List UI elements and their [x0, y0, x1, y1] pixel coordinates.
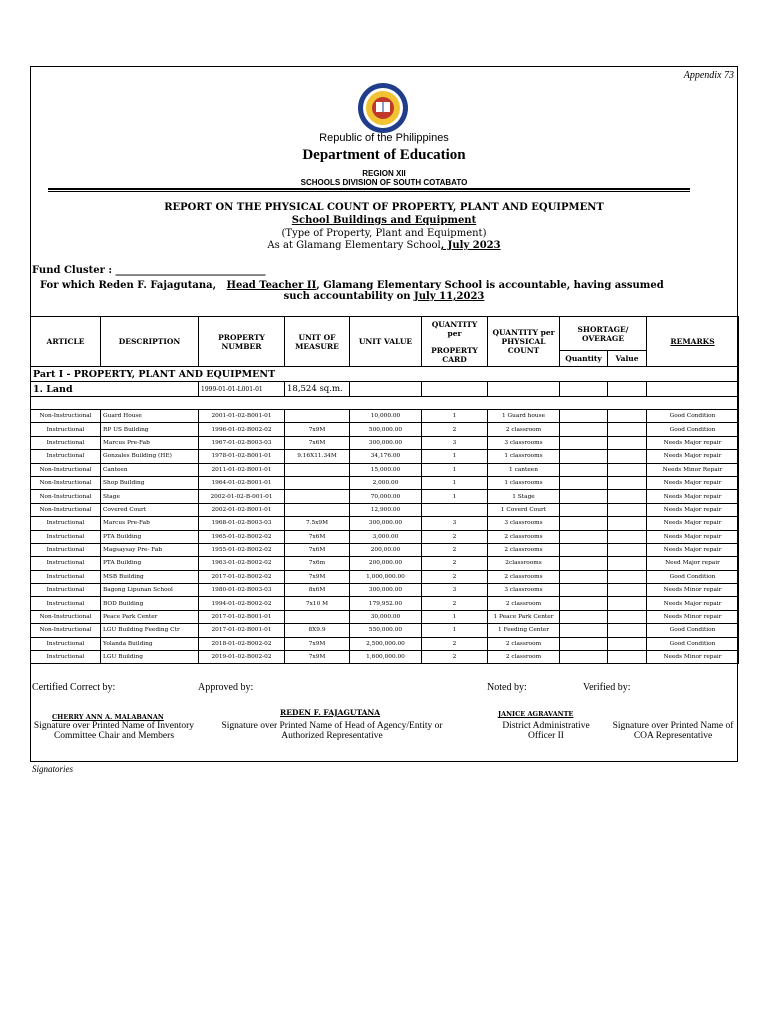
appendix-label: Appendix 73 — [683, 70, 734, 81]
cell-short-qty — [560, 543, 608, 556]
cell-qty-card: 3 — [422, 517, 488, 530]
cell-remarks: Needs Major repair — [647, 450, 739, 463]
cell-short-qty — [560, 624, 608, 637]
cell-qty-card: 2 — [422, 543, 488, 556]
cell-property-number: 2001-01-02-B001-01 — [199, 410, 285, 423]
cell-qty-count: 1 Feeding Center — [488, 624, 560, 637]
cell-uom: 7x9M — [285, 637, 350, 650]
cell-uom: 7.5x9M — [285, 517, 350, 530]
cell-remarks: Needs Major repair — [647, 490, 739, 503]
cell-qty-card: 2 — [422, 637, 488, 650]
verified-label: Verified by: — [583, 682, 631, 693]
cell-unit-value: 200,000.00 — [350, 557, 422, 570]
cell-remarks: Good Condition — [647, 637, 739, 650]
cell-qty-card: 1 — [422, 476, 488, 489]
header-qty-card-2: PROPERTY CARD — [431, 345, 478, 364]
cell-remarks: Needs Major repair — [647, 476, 739, 489]
cell-article: Instructional — [31, 637, 101, 650]
cell-remarks: Needs Minor repair — [647, 610, 739, 623]
cell-remarks: Good Condition — [647, 423, 739, 436]
cell-remarks: Good Condition — [647, 624, 739, 637]
cell-article: Non-Instructional — [31, 503, 101, 516]
table-row — [31, 570, 739, 583]
cell-uom: 7x10 M — [285, 597, 350, 610]
cell-short-val — [608, 597, 647, 610]
region-label: REGION XII — [362, 169, 406, 178]
cell-uom: 8x6M — [285, 584, 350, 597]
table-row — [31, 410, 739, 423]
cell-qty-card: 3 — [422, 436, 488, 449]
fund-cluster: Fund Cluster : ______________________________ — [32, 265, 266, 276]
table-row — [31, 651, 739, 664]
cell-qty-card: 1 — [422, 490, 488, 503]
cell-unit-value: 550,000.00 — [350, 624, 422, 637]
cell-property-number: 2011-01-02-B001-01 — [199, 463, 285, 476]
cell-short-val — [608, 410, 647, 423]
cell-article: Instructional — [31, 584, 101, 597]
cell-short-val — [608, 637, 647, 650]
cell-qty-count: 2 classrooms — [488, 570, 560, 583]
cell-short-qty — [560, 423, 608, 436]
cell-article: Instructional — [31, 597, 101, 610]
cell-qty-card: 1 — [422, 610, 488, 623]
cell-uom — [285, 503, 350, 516]
cell-description: Marcus Pre-Fab — [101, 436, 199, 449]
cell-remarks: Good Condition — [647, 570, 739, 583]
header-article: ARTICLE — [31, 317, 101, 367]
cell-remarks: Needs Major repair — [647, 530, 739, 543]
table-row — [31, 517, 739, 530]
cell-description: Stage — [101, 490, 199, 503]
cell-short-qty — [560, 503, 608, 516]
table-row — [31, 490, 739, 503]
type-line: (Type of Property, Plant and Equipment) — [281, 228, 487, 239]
cell-uom: 8X9.9 — [285, 624, 350, 637]
cell-property-number: 2017-01-02-B002-02 — [199, 570, 285, 583]
land-cell — [488, 382, 560, 397]
cell-short-val — [608, 436, 647, 449]
cell-article: Non-Instructional — [31, 463, 101, 476]
cell-property-number: 1996-01-02-B002-02 — [199, 423, 285, 436]
cell-uom: 7x9M — [285, 651, 350, 664]
cell-uom: 7x9M — [285, 423, 350, 436]
cell-short-qty — [560, 530, 608, 543]
cell-short-qty — [560, 584, 608, 597]
cell-article: Non-Instructional — [31, 410, 101, 423]
acct-line2: such accountability on — [283, 291, 411, 302]
cell-property-number: 1978-01-02-B001-01 — [199, 450, 285, 463]
cell-short-qty — [560, 517, 608, 530]
cell-unit-value: 70,000.00 — [350, 490, 422, 503]
cell-uom: 7x6M — [285, 436, 350, 449]
republic-label: Republic of the Philippines — [319, 132, 449, 144]
cell-property-number: 2017-01-02-B001-01 — [199, 624, 285, 637]
cell-description: Shop Building — [101, 476, 199, 489]
cell-article: Non-Instructional — [31, 490, 101, 503]
approved-label: Approved by: — [198, 682, 254, 693]
cell-qty-count: 2 classrooms — [488, 530, 560, 543]
cell-unit-value: 3,000.00 — [350, 530, 422, 543]
header-quantity: Quantity — [560, 351, 608, 367]
noted-label: Noted by: — [487, 682, 527, 693]
cell-unit-value: 1,600,000.00 — [350, 651, 422, 664]
cell-property-number: 2018-01-02-B002-02 — [199, 637, 285, 650]
cell-short-qty — [560, 610, 608, 623]
cell-article: Non-Instructional — [31, 610, 101, 623]
cell-property-number: 1980-01-02-B003-03 — [199, 584, 285, 597]
cell-article: Instructional — [31, 436, 101, 449]
cell-remarks: Needs Minor Repair — [647, 463, 739, 476]
table-row — [31, 476, 739, 489]
cell-uom: 7x6M — [285, 530, 350, 543]
header-description: DESCRIPTION — [101, 317, 199, 367]
table-row — [31, 637, 739, 650]
cell-qty-count: 2 classrooms — [488, 543, 560, 556]
cell-unit-value: 300,000.00 — [350, 436, 422, 449]
accountability-line-2 — [30, 291, 738, 302]
header-rule-thick — [48, 188, 690, 190]
cell-uom — [285, 476, 350, 489]
cell-short-qty — [560, 637, 608, 650]
cell-short-qty — [560, 463, 608, 476]
signatory-name-2: REDEN F. FAJAGUTANA — [280, 708, 381, 717]
cell-description: LGU Building — [101, 651, 199, 664]
signature-caption-1: Signature over Printed Name of Inventory Committee Chair and Members — [33, 721, 195, 741]
cell-property-number: 1955-01-02-B002-02 — [199, 543, 285, 556]
land-cell — [560, 382, 608, 397]
cell-remarks: Good Condition — [647, 410, 739, 423]
cell-article: Instructional — [31, 517, 101, 530]
cell-description: Covered Court — [101, 503, 199, 516]
cell-unit-value: 15,000.00 — [350, 463, 422, 476]
cell-qty-count: 3 classrooms — [488, 517, 560, 530]
cell-property-number: 1965-01-02-B002-02 — [199, 530, 285, 543]
cell-qty-card: 2 — [422, 530, 488, 543]
cell-short-val — [608, 423, 647, 436]
cell-property-number: 1964-01-02-B001-01 — [199, 476, 285, 489]
cell-description: RP US Building — [101, 423, 199, 436]
table-row — [31, 584, 739, 597]
cell-qty-count: 3 classrooms — [488, 584, 560, 597]
cell-short-qty — [560, 570, 608, 583]
cell-unit-value: 300,000.00 — [350, 517, 422, 530]
division-label: SCHOOLS DIVISION OF SOUTH COTABATO — [300, 178, 468, 187]
cell-property-number: 1963-01-02-B002-02 — [199, 557, 285, 570]
header-remarks: REMARKS — [647, 317, 739, 367]
cell-qty-count: 2classrooms — [488, 557, 560, 570]
cell-article: Instructional — [31, 570, 101, 583]
signatory-name-1: CHERRY ANN A. MALABANAN — [52, 713, 164, 721]
cell-short-val — [608, 530, 647, 543]
cell-unit-value: 12,900.00 — [350, 503, 422, 516]
cell-article: Instructional — [31, 557, 101, 570]
as-at-date: , July 2023 — [440, 240, 501, 251]
as-at-line — [30, 240, 738, 251]
cell-short-val — [608, 476, 647, 489]
cell-description: BOD Building — [101, 597, 199, 610]
land-cell — [422, 382, 488, 397]
cell-qty-count: 1 Guard house — [488, 410, 560, 423]
cell-remarks: Needs Major repair — [647, 436, 739, 449]
cell-uom: 7x9M — [285, 570, 350, 583]
cell-qty-count: 2 classroom — [488, 637, 560, 650]
header-qty-count — [488, 317, 560, 367]
cell-short-qty — [560, 436, 608, 449]
cell-qty-count: 1 Peace Park Center — [488, 610, 560, 623]
cell-description: PTA Building — [101, 557, 199, 570]
cell-description: Yolanda Building — [101, 637, 199, 650]
deped-seal-icon — [357, 82, 409, 134]
cell-description: Gonzales Building (HE) — [101, 450, 199, 463]
cell-qty-count: 1 classrooms — [488, 450, 560, 463]
acct-position: Head Teacher II — [226, 280, 317, 291]
acct-middle: , Glamang Elementary School is accountable, having assumed — [316, 280, 664, 291]
cell-uom — [285, 490, 350, 503]
cell-qty-count: 1 Stage — [488, 490, 560, 503]
cell-qty-card — [422, 503, 488, 516]
cell-unit-value: 200,00.00 — [350, 543, 422, 556]
cell-unit-value: 1,000,000.00 — [350, 570, 422, 583]
cell-qty-card: 3 — [422, 584, 488, 597]
header-qty-card — [422, 317, 488, 367]
cell-short-val — [608, 651, 647, 664]
signature-caption-4: Signature over Printed Name of COA Representative — [612, 721, 734, 741]
table-row — [31, 463, 739, 476]
cell-qty-count: 1 canteen — [488, 463, 560, 476]
signature-caption-3: District Administrative Officer II — [502, 721, 590, 741]
cell-short-qty — [560, 476, 608, 489]
cell-unit-value: 179,952.00 — [350, 597, 422, 610]
cell-short-val — [608, 610, 647, 623]
header-qty-card-1: QUANTITY per — [431, 319, 478, 338]
cell-short-qty — [560, 450, 608, 463]
table-row — [31, 543, 739, 556]
cell-property-number: 2019-01-02-B002-02 — [199, 651, 285, 664]
land-property-number: 1999-01-01-L001-01 — [199, 382, 285, 397]
cell-article: Instructional — [31, 651, 101, 664]
cell-short-val — [608, 517, 647, 530]
cell-description: MSB Building — [101, 570, 199, 583]
header-rule-thin — [48, 191, 690, 192]
cell-property-number: 2017-01-02-B001-01 — [199, 610, 285, 623]
cell-unit-value: 10,000.00 — [350, 410, 422, 423]
cell-uom: 7x6m — [285, 557, 350, 570]
cell-description: LGU Building Feeding Ctr — [101, 624, 199, 637]
cell-property-number: 1994-01-02-B002-02 — [199, 597, 285, 610]
footer-rule — [30, 761, 738, 762]
cell-qty-card: 1 — [422, 450, 488, 463]
table-body — [31, 410, 739, 664]
cell-article: Non-Instructional — [31, 624, 101, 637]
cell-short-val — [608, 570, 647, 583]
land-label: 1. Land — [31, 382, 199, 397]
cell-uom — [285, 463, 350, 476]
cell-uom — [285, 410, 350, 423]
cell-uom — [285, 610, 350, 623]
cell-short-val — [608, 450, 647, 463]
cell-qty-card: 1 — [422, 410, 488, 423]
cell-remarks: Needs Major repair — [647, 503, 739, 516]
cell-unit-value: 2,000.00 — [350, 476, 422, 489]
cell-qty-card: 1 — [422, 463, 488, 476]
cell-unit-value: 30,000.00 — [350, 610, 422, 623]
cell-qty-count: 2 classroom — [488, 651, 560, 664]
cell-qty-card: 1 — [422, 624, 488, 637]
cell-remarks: Needs Major repair — [647, 517, 739, 530]
cell-article: Instructional — [31, 423, 101, 436]
acct-prefix: For which Reden F. Fajagutana, — [40, 280, 217, 291]
cell-description: Peace Park Center — [101, 610, 199, 623]
header-qty-count-1: QUANTITY per — [492, 328, 555, 337]
header-value: Value — [608, 351, 647, 367]
table-row — [31, 597, 739, 610]
department-title: Department of Education — [302, 147, 466, 163]
table-row — [31, 503, 739, 516]
land-uom: 18,524 sq.m. — [285, 382, 350, 397]
cell-short-qty — [560, 597, 608, 610]
cell-description: PTA Building — [101, 530, 199, 543]
cell-description: Bagong Lipunan School — [101, 584, 199, 597]
cell-short-val — [608, 584, 647, 597]
cell-property-number: 2002-01-02-B001-01 — [199, 503, 285, 516]
signatories-label: Signatories — [32, 764, 74, 774]
cell-short-val — [608, 503, 647, 516]
cell-short-val — [608, 463, 647, 476]
cell-short-qty — [560, 410, 608, 423]
accountability-line-1 — [40, 280, 664, 291]
cell-remarks: Needs Major repair — [647, 543, 739, 556]
cell-short-val — [608, 490, 647, 503]
header-unit-value: UNIT VALUE — [350, 317, 422, 367]
spacer-row — [31, 397, 739, 410]
cell-description: Canteen — [101, 463, 199, 476]
cell-short-qty — [560, 557, 608, 570]
table-row — [31, 436, 739, 449]
cell-remarks: Need Major repair — [647, 557, 739, 570]
header-shortage: SHORTAGE/ OVERAGE — [560, 317, 647, 351]
cell-remarks: Needs Major repair — [647, 597, 739, 610]
cell-short-val — [608, 624, 647, 637]
cell-qty-count: 2 classroom — [488, 597, 560, 610]
cell-short-val — [608, 543, 647, 556]
cell-qty-card: 2 — [422, 570, 488, 583]
cell-article: Non-Instructional — [31, 476, 101, 489]
cell-qty-count: 1 Coverd Court — [488, 503, 560, 516]
cell-unit-value: 500,000.00 — [350, 423, 422, 436]
property-table — [30, 316, 739, 664]
cell-property-number: 1967-01-02-B003-03 — [199, 436, 285, 449]
part-title: Part I - PROPERTY, PLANT AND EQUIPMENT — [31, 367, 739, 382]
header-property-number: PROPERTY NUMBER — [199, 317, 285, 367]
cell-qty-card: 2 — [422, 557, 488, 570]
table-row — [31, 530, 739, 543]
report-title: REPORT ON THE PHYSICAL COUNT OF PROPERTY, PLANT AND EQUIPMENT — [164, 202, 604, 213]
land-cell — [350, 382, 422, 397]
cell-article: Instructional — [31, 450, 101, 463]
cell-qty-card: 2 — [422, 651, 488, 664]
cell-property-number: 2002-01-02-B-001-01 — [199, 490, 285, 503]
cell-unit-value: 2,500,000.00 — [350, 637, 422, 650]
table-row — [31, 610, 739, 623]
table-row — [31, 624, 739, 637]
cell-unit-value: 34,176.00 — [350, 450, 422, 463]
cell-qty-card: 2 — [422, 423, 488, 436]
cell-description: Marcus Pre-Fab — [101, 517, 199, 530]
cell-qty-count: 2 classroom — [488, 423, 560, 436]
table-row — [31, 450, 739, 463]
land-cell — [647, 382, 739, 397]
cell-remarks: Needs Minor repair — [647, 584, 739, 597]
certified-label: Certified Correct by: — [32, 682, 116, 693]
table-row — [31, 423, 739, 436]
cell-property-number: 1968-01-02-B003-03 — [199, 517, 285, 530]
report-subtitle: School Buildings and Equipment — [291, 215, 477, 226]
table-row — [31, 557, 739, 570]
header-qty-count-2: PHYSICAL COUNT — [501, 337, 546, 355]
as-at-prefix: As at Glamang Elementary School — [267, 240, 441, 251]
cell-qty-count: 3 classrooms — [488, 436, 560, 449]
cell-article: Instructional — [31, 543, 101, 556]
cell-description: Guard House — [101, 410, 199, 423]
land-cell — [608, 382, 647, 397]
signature-caption-2: Signature over Printed Name of Head of Agency/Entity or Authorized Representative — [221, 721, 443, 741]
signatory-name-3: JANICE AGRAVANTE — [498, 710, 574, 718]
cell-description: Magsaysay Pre- Fab — [101, 543, 199, 556]
cell-short-qty — [560, 490, 608, 503]
cell-uom: 9.16X11.34M — [285, 450, 350, 463]
cell-qty-count: 1 classrooms — [488, 476, 560, 489]
cell-uom: 7x6M — [285, 543, 350, 556]
cell-short-qty — [560, 651, 608, 664]
cell-unit-value: 300,000.00 — [350, 584, 422, 597]
acct-date: July 11,2023 — [414, 291, 485, 302]
cell-short-val — [608, 557, 647, 570]
header-unit-of-measure: UNIT OF MEASURE — [285, 317, 350, 367]
cell-qty-card: 2 — [422, 597, 488, 610]
cell-article: Instructional — [31, 530, 101, 543]
cell-remarks: Needs Minor repair — [647, 651, 739, 664]
